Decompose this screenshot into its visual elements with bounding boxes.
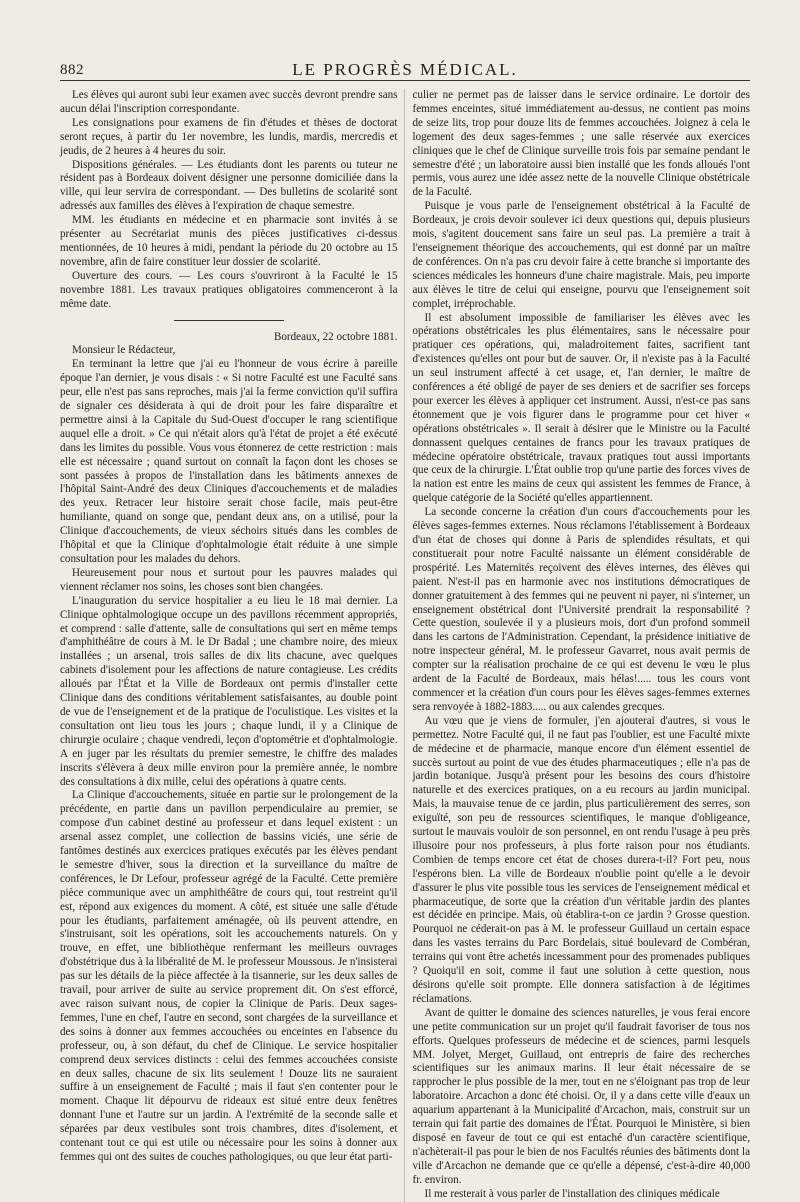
right-column bbox=[404, 89, 751, 1202]
paragraph: MM. les étudiants en médecine et en pharmacie sont invités à se présenter au Secrétariat munis des pièces justificatives ci-dessus mentionnées, de 10 heures à midi, pendant la période du 20 octobre au 15 novembre, afin de faire constituer leur dossier de scolarité. bbox=[60, 214, 398, 268]
article-columns bbox=[60, 89, 750, 1202]
paragraph: Heureusement pour nous et surtout pour les pauvres malades qui viennent réclamer nos soins, les choses sont bien changées. bbox=[60, 566, 398, 593]
page-header bbox=[60, 50, 750, 81]
left-column bbox=[60, 89, 398, 1202]
paragraph: La Clinique d'accouchements, située en partie sur le prolongement de la précédente, en partie dans un pavillon perpendiculaire au premier, se compose d'un cabinet destiné au professeur et dans lequel existent : un arsenal assez complet, une collection de bassins viciés, une série de fantômes destinés aux exercices pratiques exécutés par les élèves pendant le semestre d'hiver, sous la direction et la surveillance du maître de conférences, le Dr Lefour, professeur agrégé de la Faculté. Cette première pièce communique avec un amphithéâtre de cours qui, tout restreint qu'il est, répond aux exigences du moment. A côté, est située une salle d'étude pour les étudiants, parfaitement aménagée, où ils peuvent attendre, en s'instruisant, soit les opérations, soit les accouchements naturels. On y trouve, en effet, une bibliothèque renfermant les meilleurs ouvrages d'obstétrique dus à la libéralité de M. le professeur Moussous. Je n'insisterai pas sur les détails de la pièce affectée à la tisannerie, sur les deux salles de travail, pour arriver de suite au service proprement dit. On s'est efforcé, avec raison suivant nous, de copier la Clinique de Paris. Deux sages-femmes, l'une en chef, l'autre en second, sont chargées de la surveillance et des soins à donner aux femmes accouchées ou enceintes en l'absence du professeur, ou, à son défaut, du chef de Clinique. Le service hospitalier comprend deux services distincts : celui des femmes accouchées consiste en deux salles, chacune de six lits seulement ! Douze lits ne sauraient suffire à un enseignement de Faculté ; mais il faut s'en contenter pour le moment. Chaque lit dépourvu de rideaux est situé entre deux fenêtres donnant l'une et l'autre sur un jardin. A l'extrémité de la seconde salle et séparées par deux vestibules sont trois chambres, dites d'isolement, et contenant tout ce qui est utile ou nécessaire pour les soins à donner aux femmes qui ont des suites de couches pathologiques, ou que leur état parti- bbox=[60, 789, 398, 1163]
section-divider bbox=[174, 320, 284, 321]
paragraph: Avant de quitter le domaine des sciences naturelles, je vous ferai encore une petite communication sur un projet qu'il faudrait favoriser de tous nos efforts. Quelques professeurs de médecine et de sciences, parmi lesquels MM. Jolyet, Merget, Guillaud, ont entrepris de faire des recherches scientifiques sur les animaux marins. Il leur était nécessaire de se rapprocher le plus possible de la mer, tout en ne s'éloignant pas trop de leur laboratoire. Arcachon a donc été choisi. Or, il y a dans cette ville d'eaux un aquarium appartenant à la Municipalité d'Arcachon, mais, construit sur un terrain qui fait partie des domaines de l'État. Pourquoi le Ministère, si bien disposé en faveur de tout ce qui est entaché d'un caractère scientifique, n'achèterait-il pas pour le bien de nos Facultés réunies des bâtiments dont la ville d'Arcachon ne demande que ce qu'elle a dépensé, c'est-à-dire 40,000 fr. environ. bbox=[412, 1006, 750, 1186]
paragraph: Les élèves qui auront subi leur examen avec succès devront prendre sans aucun délai l'inscription correspondante. bbox=[60, 89, 398, 115]
paragraph: Puisque je vous parle de l'enseignement obstétrical à la Faculté de Bordeaux, je crois devoir soulever ici deux questions qui, depuis plusieurs mois, s'agitent doucement sans faire un seul pas. La première a trait à l'enseignement théorique des accouchements, qui est donné par un maître de conférences. On n'a pas cru devoir faire à cette branche si importante des sciences médicales les honneurs d'une chaire magistrale. Mais, peu importe aux élèves le titre de celui qui enseigne, pourvu que l'enseignement soit complet, irréprochable. bbox=[412, 200, 750, 310]
dateline: Bordeaux, 22 octobre 1881. bbox=[273, 330, 398, 343]
page-number: 882 bbox=[60, 62, 84, 78]
paragraph: Au vœu que je viens de formuler, j'en ajouterai d'autres, si vous le permettez. Notre Faculté qui, il ne faut pas l'oublier, est une Faculté mixte de médecine et de pharmacie, manque encore d'un élément essentiel de succès surtout au point de vue des études pharmaceutiques ; elle n'a pas de jardin botanique. Jusqu'à présent pour les besoins des cours d'histoire naturelle et des exercices pratiques, on a eu recours au jardin municipal. Mais, la mauvaise tenue de ce jardin, plus particulièrement des serres, son exiguïté, son peu de ressources scientifiques, le manque d'obligeance, surtout le mauvais vouloir de son personnel, en ont rendu l'usage à peu près illusoire pour nos professeurs, à plus forte raison pour nos étudiants. Combien de temps encore cet état de choses durera-t-il? Fort peu, nous l'espérons bien. La ville de Bordeaux n'oublie point qu'elle a le devoir d'assurer le plus vite possible tous les services de l'enseignement médical et pharmaceutique, de sorte que la création d'un véritable jardin des plantes est décidée en principe. Mais, où établira-t-on ce jardin ? Grosse question. Pourquoi ne céderait-on pas à M. le professeur Guillaud un certain espace dans les vastes terrains du Parc Bordelais, situé boulevard de Combéran, terrains qui vont être achetés incessamment pour des promenades publiques ? Quoiqu'il en soit, comme il faut une solution à cette question, nous désirons qu'elle soit prompte. Elle donnera satisfaction à de légitimes réclamations. bbox=[412, 714, 750, 1005]
paragraph: En terminant la lettre que j'ai eu l'honneur de vous écrire à pareille époque l'an dernier, je vous disais : « Si notre Faculté est une Faculté sans peur, elle n'est pas sans reproches, mais j'ai la ferme conviction qu'il suffira de signaler ces désiderata à qui de droit pour les faire disparaître et permettre ainsi à la Capitale du Sud-Ouest d'occuper le rang scientifique auquel elle a droit. » Ce qui n'était alors qu'à l'état de projet a été exécuté dans les limites du possible. Vous vous étonnerez de cette restriction : mais elle est nécessaire ; quand surtout on connaît la façon dont les choses se sont passées à propos de l'installation dans les bâtiments annexes de l'hôpital Saint-André des deux Cliniques d'accouchements et de maladies des yeux. Retracer leur histoire serait chose facile, mais peut-être humiliante, quand on songe que, pendant deux ans, on a utilisé, pour la Clinique d'accouchements, de vieux séchoirs situés dans les combles de l'hôpital et que la Clinique d'ophtalmologie était réduite à une simple consultation pour les malades du dehors. bbox=[60, 358, 398, 565]
salutation: Monsieur le Rédacteur, bbox=[72, 344, 176, 357]
paragraph: L'inauguration du service hospitalier a eu lieu le 18 mai dernier. La Clinique ophtalmologique occupe un des pavillons récemment appropriés, et comprend : salle d'attente, salle de consultations qui sert en même temps d'amphithéâtre de cours à M. le Dr Badal ; une chambre noire, des mieux installées ; un arsenal, trois salles de dix lits chacune, avec quelques cabinets d'isolement pour les affections de nature contagieuse. Les crédits alloués par l'État et la Ville de Bordeaux ont permis d'installer cette Clinique dans des conditions véritablement satisfaisantes, au double point de vue de l'enseignement et de la pratique de l'oculistique. Les visites et la consultation ont lieu tous les jours ; chaque lundi, il y a Clinique de chirurgie oculaire ; chaque vendredi, leçon d'optométrie et d'ophtalmologie. A en juger par les résultats du premier semestre, le chiffre des malades inscrits s'élèvera à deux mille environ pour la première année, le nombre des consultations à dix mille, celui des opérations à quatre cents. bbox=[60, 594, 398, 788]
paragraph: La seconde concerne la création d'un cours d'accouchements pour les élèves sages-femmes externes. Nous réclamons l'établissement à Bordeaux d'un état de choses qui donne à Paris de splendides résultats, et qui constituerait pour notre Faculté naissante un élément considérable de prospérité. Les Maternités reçoivent des élèves internes, des élèves qui paient. N'est-il pas en harmonie avec nos institutions démocratiques de donner gratuitement à des femmes qui ne peuvent ni payer, ni s'interner, un enseignement obstétrical dont l'Université prendrait la responsabilité ? Cette question, soulevée il y a plusieurs mois, dort d'un profond sommeil dans les cartons de l'Administration. Cependant, la présidence initiative de notre inspecteur général, M. le professeur Gavarret, nous avait permis de compter sur la réalisation prochaine de ce qui est devenu le vœu le plus ardent de la Faculté de Bordeaux, mais hélas!..... tous les cours vont commencer et la création d'un cours pour les élèves sages-femmes externes sera renvoyée à 1882-1883..... ou aux calendes grecques. bbox=[412, 506, 750, 713]
paragraph: Ouverture des cours. — Les cours s'ouvriront à la Faculté le 15 novembre 1881. Les travaux pratiques obligatoires commenceront à la même date. bbox=[60, 269, 398, 310]
paragraph: culier ne permet pas de laisser dans le service ordinaire. Le dortoir des femmes enceintes, situé immédiatement au-dessus, ne contient pas moins de seize lits, trop pour douze lits de femmes accouchées. Joignez à cela le logement des deux sages-femmes ; une salle réservée aux exercices cliniques que le chef de Clinique surveille trois fois par semaine pendant le semestre d'été ; un laboratoire aussi bien installé que les fonds alloués l'ont permis, vous aurez une idée assez nette de la nouvelle Clinique obstétricale de la Faculté. bbox=[412, 89, 750, 199]
paragraph: Les consignations pour examens de fin d'études et thèses de doctorat seront reçues, à partir du 1er novembre, les lundis, mardis, mercredis et jeudis, de 2 heures à 4 heures du soir. bbox=[60, 116, 398, 157]
paragraph: Dispositions générales. — Les étudiants dont les parents ou tuteur ne résident pas à Bordeaux doivent désigner une personne domiciliée dans la ville, qui leur servira de correspondant. — Des bulletins de scolarité sont adressés aux familles des élèves à l'expiration de chaque semestre. bbox=[60, 158, 398, 213]
paragraph: Il me resterait à vous parler de l'installation des cliniques médicale bbox=[424, 1187, 720, 1200]
journal-title: LE PROGRÈS MÉDICAL. bbox=[292, 60, 518, 79]
paragraph: Il est absolument impossible de familiariser les élèves avec les opérations obstétricales les plus élémentaires, sans le nécessaire pour pratiquer ces opérations, qui, maladroitement faites, sacrifient tant d'existences qu'elles ont pour but de sauver. Or, il n'existe pas à la Faculté un seul instrument affecté à cet usage, et, l'an dernier, le maître de conférences a été obligé de payer de ses deniers et de sacrifier ses forceps pour exercer les élèves à appliquer cet instrument. Aussi, n'est-ce pas sans étonnement que je vois figurer dans le programme pour cet hiver « opérations obstétricales ». Il serait à désirer que le Ministre ou la Faculté donnassent quelques centaines de francs pour les travaux pratiques de médecine opératoire obstétricale, travaux pratiques tout aussi importants que ceux de la chirurgie. L'État oublie trop qu'une partie des forces vives de la nation est entre les mains de ceux qui assistent les femmes de France, à quelque catégorie de la Société qu'elles appartiennent. bbox=[412, 311, 750, 505]
